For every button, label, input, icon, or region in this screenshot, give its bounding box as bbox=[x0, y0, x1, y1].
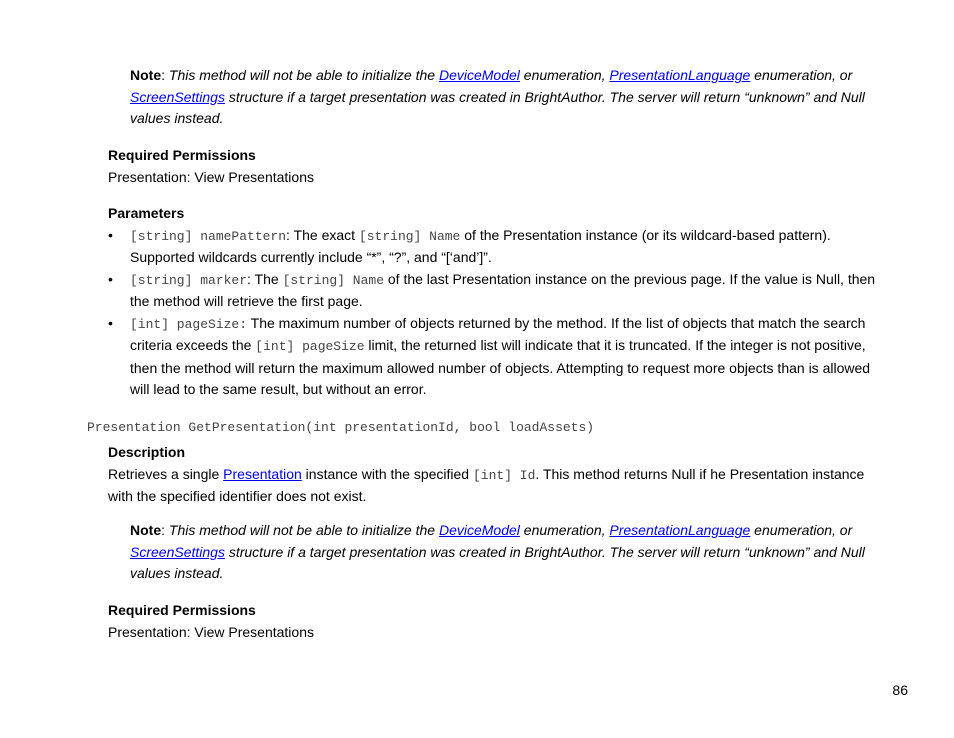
permissions-heading: Required Permissions bbox=[108, 147, 256, 163]
parameter-text: : The exact bbox=[286, 226, 359, 243]
description-heading: Description bbox=[108, 444, 186, 460]
parameters-heading: Parameters bbox=[108, 205, 185, 221]
note-text: enumeration, or bbox=[750, 522, 853, 538]
device-model-link[interactable]: DeviceModel bbox=[438, 67, 520, 83]
parameter-text: of the last Presentation instance on the previous page. If the value is Null, then the method will retrieve the first page. bbox=[130, 270, 876, 309]
presentation-link[interactable]: Presentation bbox=[223, 465, 302, 482]
permissions-section-1 bbox=[108, 145, 878, 188]
note-label: Note bbox=[130, 522, 162, 538]
device-model-link[interactable]: DeviceModel bbox=[438, 522, 520, 538]
method-signature: Presentation GetPresentation(int presentationId, bool loadAssets) bbox=[87, 420, 595, 435]
note-text: structure if a target presentation was created in BrightAuthor. The server will return “unknown” and Null values instead. bbox=[130, 543, 865, 581]
permissions-section-2 bbox=[108, 600, 878, 643]
screen-settings-link[interactable]: ScreenSettings bbox=[130, 88, 225, 105]
note-label: Note bbox=[130, 67, 162, 83]
note-text: enumeration, bbox=[519, 522, 610, 538]
permissions-heading: Required Permissions bbox=[108, 602, 256, 618]
bullet-icon: • bbox=[108, 270, 113, 287]
note-separator: : bbox=[161, 522, 169, 538]
parameter-code: [string] Name bbox=[282, 272, 384, 288]
description-text-part: . This method returns Null if he Presentation instance with the specified identifier does not exist. bbox=[108, 465, 865, 504]
description-text bbox=[108, 464, 878, 508]
note-text: This method will not be able to initialize the bbox=[168, 67, 439, 83]
parameter-code: [string] namePattern bbox=[130, 228, 287, 244]
parameters-section bbox=[108, 203, 878, 401]
page-number: 86 bbox=[892, 682, 908, 698]
note-separator: : bbox=[161, 67, 169, 83]
parameter-code: [string] Name bbox=[358, 228, 461, 244]
description-section bbox=[108, 442, 878, 508]
permissions-text: Presentation: View Presentations bbox=[108, 168, 314, 185]
parameter-code: [int] pageSize bbox=[255, 339, 365, 354]
parameter-text: of the Presentation instance (or its wildcard-based pattern). Supported wildcards currently include “*”, “?”, and “[‘and’]”. bbox=[130, 226, 831, 265]
parameter-code: [string] marker bbox=[130, 272, 248, 288]
presentation-language-link[interactable]: PresentationLanguage bbox=[609, 67, 751, 83]
note-text: structure if a target presentation was created in BrightAuthor. The server will return “unknown” and Null values instead. bbox=[130, 88, 865, 126]
note-block-1 bbox=[130, 65, 870, 130]
description-text-part: instance with the specified bbox=[301, 465, 473, 482]
note-text: This method will not be able to initialize the bbox=[168, 522, 439, 538]
bullet-icon: • bbox=[108, 226, 113, 243]
parameter-code: [int] pageSize: bbox=[130, 316, 248, 332]
parameter-item bbox=[108, 225, 878, 269]
note-block-2 bbox=[130, 520, 870, 585]
parameter-item bbox=[108, 269, 878, 313]
note-text: enumeration, or bbox=[750, 67, 853, 83]
description-text-part: Retrieves a single bbox=[108, 465, 224, 482]
note-text: enumeration, bbox=[519, 67, 610, 83]
screen-settings-link[interactable]: ScreenSettings bbox=[130, 543, 225, 560]
parameter-text: : The bbox=[247, 270, 283, 287]
permissions-text: Presentation: View Presentations bbox=[108, 623, 314, 640]
description-code: [int] Id bbox=[473, 467, 536, 483]
parameter-item bbox=[108, 313, 878, 401]
presentation-language-link[interactable]: PresentationLanguage bbox=[609, 522, 751, 538]
parameter-text: limit, the returned list will indicate that it is truncated. If the integer is not positive, then the method will return the maximum allowed number of objects. Attempting to request more objects than is allowed will lead to the same result, but without an error. bbox=[130, 337, 871, 397]
bullet-icon: • bbox=[108, 314, 113, 331]
parameter-text: The maximum number of objects returned by the method. If the list of objects that match the search criteria exceeds the bbox=[130, 314, 866, 353]
